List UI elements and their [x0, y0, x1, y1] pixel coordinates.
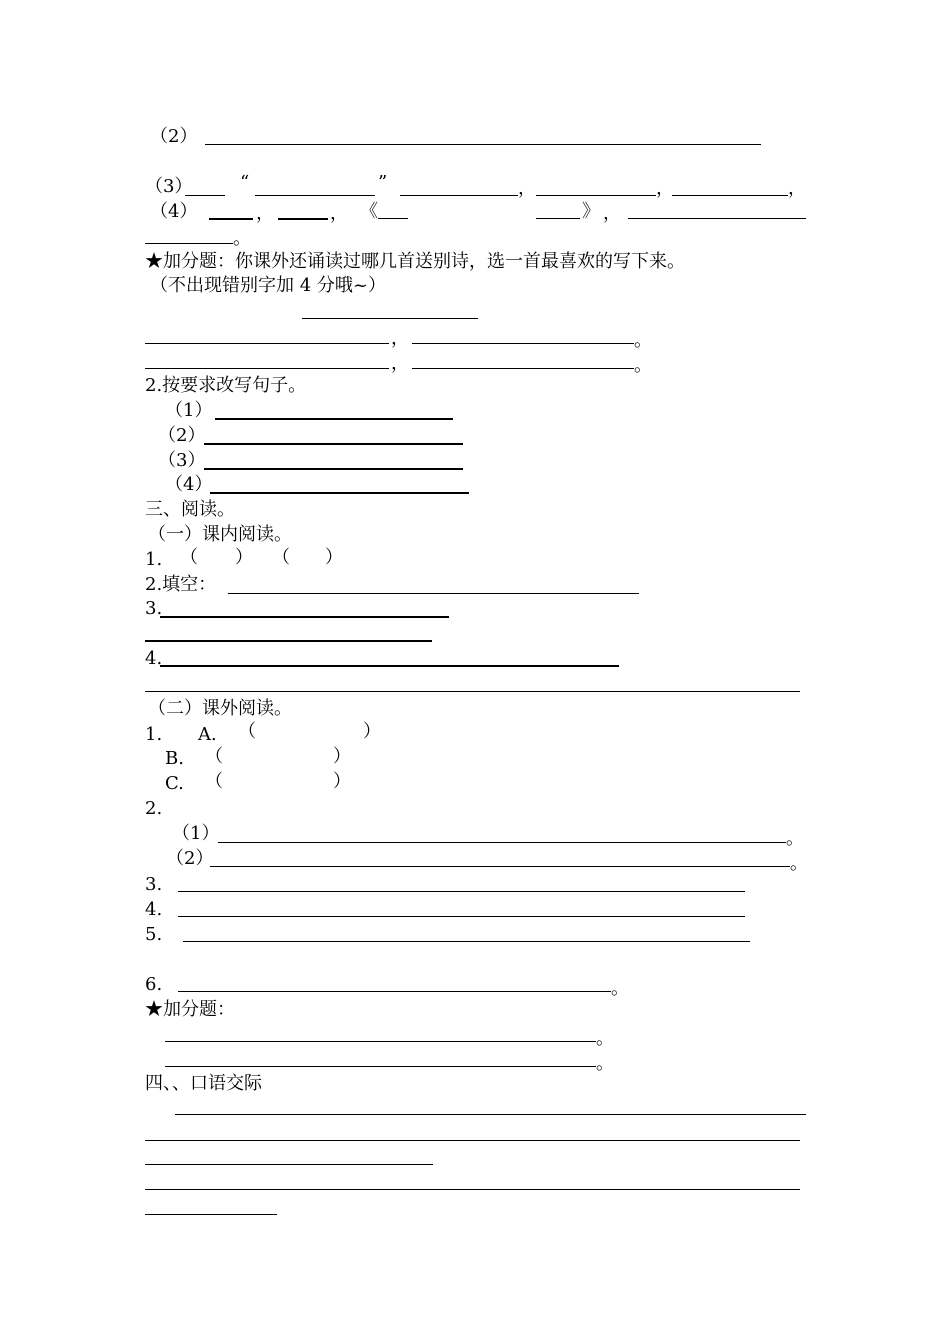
in-class-q3-line-1[interactable] [160, 616, 449, 618]
extra-q1-option-a: A. [198, 724, 217, 745]
bonus2-period-1: 。 [596, 1028, 614, 1049]
extra-q4-line[interactable] [178, 916, 745, 917]
rewrite-item-2-line[interactable] [204, 443, 463, 445]
bonus1-comma-2: ， [391, 353, 409, 374]
q4-blank-3[interactable] [378, 218, 408, 219]
q3-blank-1[interactable] [185, 195, 225, 196]
oral-title: 四、、口语交际 [145, 1073, 262, 1094]
extra-reading-title: （二）课外阅读。 [148, 698, 292, 719]
extra-q3-line[interactable] [178, 891, 745, 892]
oral-line-3[interactable] [145, 1164, 433, 1165]
q4-book-close: 》 [582, 201, 600, 222]
rewrite-item-2-label: （2） [158, 425, 206, 446]
bonus1-note: （不出现错别字加 4 分哦~） [150, 275, 386, 296]
bonus1-period-1: 。 [634, 330, 652, 351]
extra-q1-option-c: C. [165, 773, 184, 794]
q3-label: （3） [145, 176, 193, 197]
bonus1-line-2b[interactable] [412, 368, 634, 369]
rewrite-item-3-line[interactable] [204, 468, 463, 470]
bonus1-title-line[interactable] [302, 318, 478, 319]
rewrite-item-1-line[interactable] [215, 418, 453, 420]
extra-q2-item-1-line[interactable] [218, 842, 786, 843]
extra-q2-item-2-line[interactable] [210, 866, 790, 867]
extra-q6-line[interactable] [178, 991, 611, 992]
extra-q5-line[interactable] [183, 941, 750, 942]
in-class-q4-line-1[interactable] [160, 665, 619, 667]
extra-q2-item-1-period: 。 [786, 828, 804, 849]
extra-q2-item-2-label: （2） [166, 848, 214, 869]
extra-q4-label: 4. [145, 899, 163, 920]
extra-q5-label: 5. [145, 924, 163, 945]
rewrite-item-4-label: （4） [165, 474, 213, 495]
rewrite-item-1-label: （1） [165, 400, 213, 421]
extra-q6-label: 6. [145, 974, 163, 995]
in-class-q1-label: 1. [145, 549, 163, 570]
q4-comma-2: ， [330, 203, 348, 224]
extra-q1-b-paren-close: ） [333, 746, 351, 767]
bonus1-period-2: 。 [634, 355, 652, 376]
extra-q6-period: 。 [611, 978, 629, 999]
bonus1-comma-1: ， [391, 328, 409, 349]
q3-blank-5[interactable] [672, 195, 788, 196]
in-class-q1-paren-open-2: （ [272, 547, 290, 568]
rewrite-item-4-line[interactable] [210, 492, 469, 494]
in-class-q1-paren-close-2: ） [325, 547, 343, 568]
bonus1-line-1a[interactable] [145, 343, 389, 344]
reading-title: 三、阅读。 [145, 499, 235, 520]
in-class-q4-line-2[interactable] [145, 691, 800, 692]
q3-blank-4[interactable] [536, 195, 656, 196]
bonus1-line-2a[interactable] [145, 368, 389, 369]
q4-comma-3: ， [603, 203, 621, 224]
in-class-q3-label: 3. [145, 598, 163, 619]
extra-q2-item-1-label: （1） [172, 823, 220, 844]
in-class-q2-line[interactable] [228, 593, 639, 594]
oral-line-5[interactable] [145, 1214, 277, 1215]
extra-q1-label: 1. [145, 724, 163, 745]
in-class-reading-title: （一）课内阅读。 [148, 524, 292, 545]
extra-q1-c-paren-open: （ [205, 771, 223, 792]
q4-book-open: 《 [360, 201, 378, 222]
extra-q1-c-paren-close: ） [333, 771, 351, 792]
q4-period: 。 [233, 228, 251, 249]
q4-blank-4[interactable] [536, 218, 580, 219]
in-class-q4-label: 4. [145, 648, 163, 669]
extra-q2-label: 2. [145, 798, 163, 819]
bonus2-line-2[interactable] [165, 1066, 596, 1067]
bonus1-line-1b[interactable] [412, 343, 634, 344]
q4-label: （4） [150, 201, 198, 222]
oral-line-1[interactable] [175, 1114, 806, 1115]
q3-close-quote: ” [378, 172, 388, 193]
rewrite-item-3-label: （3） [158, 450, 206, 471]
bonus2-line-1[interactable] [165, 1041, 596, 1042]
bonus2-title: ★加分题： [145, 999, 235, 1020]
q4-blank-6[interactable] [145, 243, 233, 244]
q3-open-quote: “ [240, 172, 250, 193]
in-class-q3-line-2[interactable] [145, 640, 432, 642]
q3-blank-2[interactable] [255, 195, 375, 196]
extra-q1-a-paren-close: ） [363, 721, 381, 742]
extra-q1-b-paren-open: （ [205, 746, 223, 767]
q2-label: （2） [150, 126, 198, 147]
extra-q3-label: 3. [145, 874, 163, 895]
q4-comma-1: ， [256, 203, 274, 224]
q4-blank-1[interactable] [209, 218, 253, 220]
q3-comma-1: ， [518, 178, 536, 199]
q4-blank-5[interactable] [628, 218, 806, 219]
oral-line-2[interactable] [145, 1140, 800, 1141]
bonus1-title: ★加分题：你课外还诵读过哪几首送别诗，选一首最喜欢的写下来。 [145, 251, 685, 272]
in-class-q1-paren-open-1: （ [180, 547, 198, 568]
rewrite-title: 2.按要求改写句子。 [145, 375, 307, 396]
in-class-q1-paren-close-1: ） [235, 547, 253, 568]
q3-comma-3: ， [788, 178, 806, 199]
q3-comma-2: ， [656, 178, 674, 199]
in-class-q2-label: 2.填空： [145, 574, 217, 595]
q4-blank-2[interactable] [278, 218, 328, 220]
bonus2-period-2: 。 [596, 1053, 614, 1074]
extra-q1-a-paren-open: （ [238, 721, 256, 742]
oral-line-4[interactable] [145, 1189, 800, 1190]
extra-q1-option-b: B. [165, 748, 184, 769]
q2-answer-line[interactable] [205, 144, 761, 145]
extra-q2-item-2-period: 。 [790, 853, 808, 874]
q3-blank-3[interactable] [400, 195, 518, 196]
